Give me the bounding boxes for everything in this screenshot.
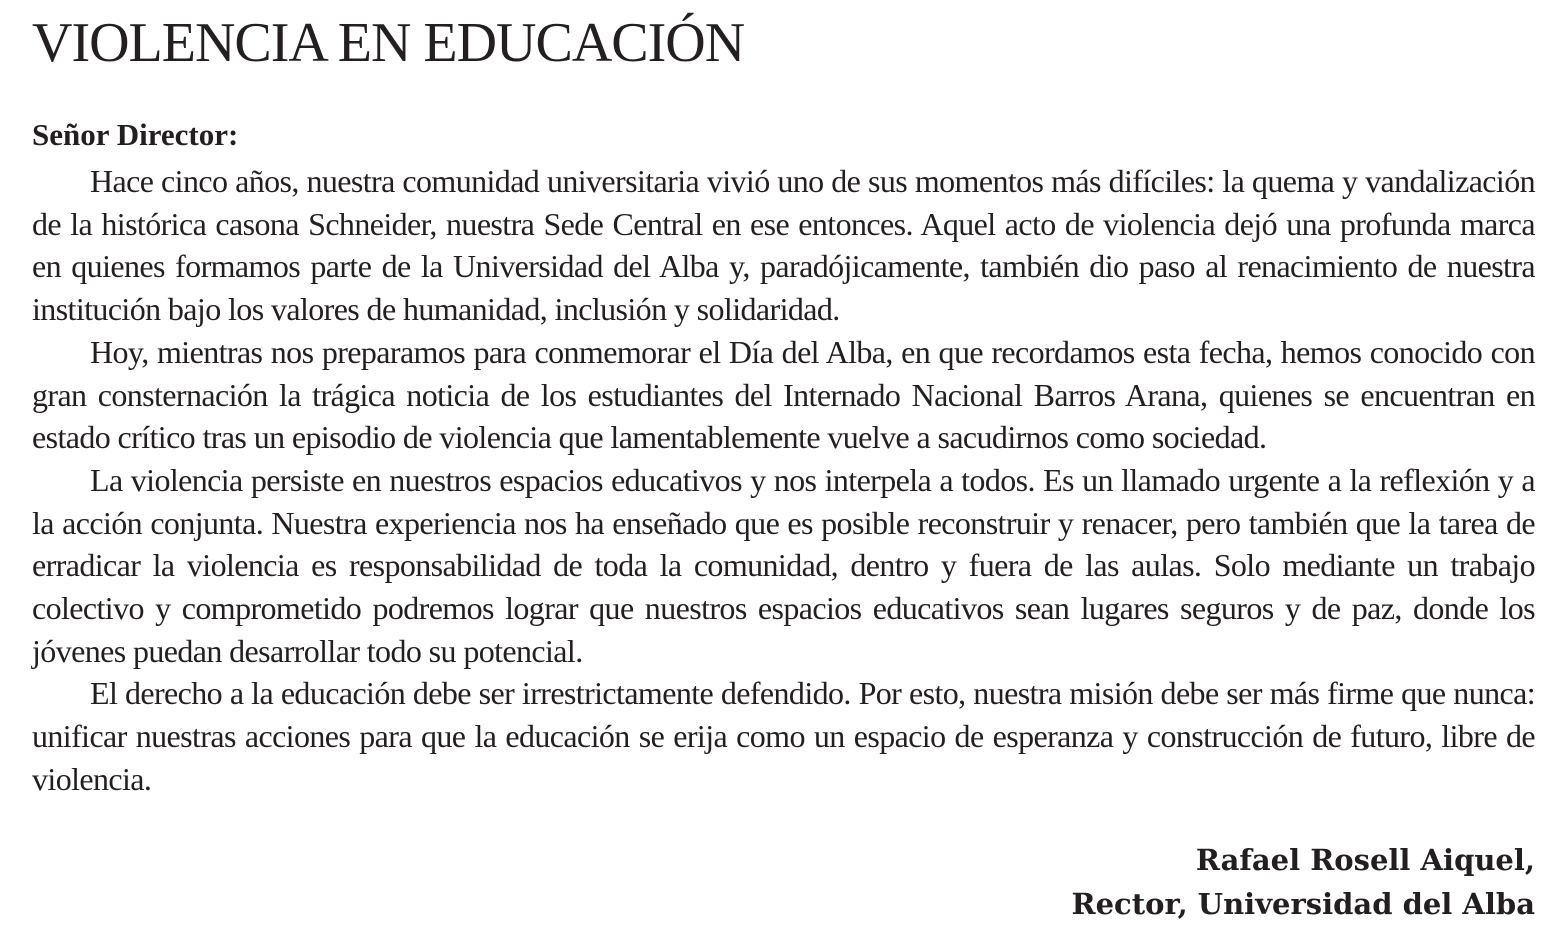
paragraph-1: Hace cinco años, nuestra comunidad universitaria vivió uno de sus momentos más difíciles: la quema y vandalización de la histórica casona Schneider, nuestra Sede Central en ese entonces. Aquel acto de violencia dejó una profunda marca en quienes formamos parte de la Universidad del Alba y, paradójicamente, también dio paso al renacimiento de nuestra institución bajo los valores de humanidad, inclusión y solidaridad.: [32, 163, 1535, 328]
paragraph-3: La violencia persiste en nuestros espacios educativos y nos interpela a todos. Es un llamado urgente a la reflexión y a la acción conjunta. Nuestra experiencia nos ha enseñado que es posible reconstruir y renacer, pero también que la tarea de erradicar la violencia es responsabilidad de toda la comunidad, dentro y fuera de las aulas. Solo mediante un trabajo colectivo y comprometido podremos lograr que nuestros espacios educativos sean lugares seguros y de paz, donde los jóvenes puedan desarrollar todo su potencial.: [32, 461, 1535, 669]
paragraph-4: El derecho a la educación debe ser irrestrictamente defendido. Por esto, nuestra misión debe ser más firme que nunca: unificar nuestras acciones para que la educación se erija como un espacio de esperanza y construcción de futuro, libre de violencia.: [32, 675, 1535, 797]
letter-title: VIOLENCIA EN EDUCACIÓN: [32, 12, 745, 74]
paragraph-2: Hoy, mientras nos preparamos para conmemorar el Día del Alba, en que recordamos esta fecha, hemos conocido con gran consternación la trágica noticia de los estudiantes del Internado Nacional Barros Arana, quienes se encuentran en estado crítico tras un episodio de violencia que lamentablemente vuelve a sacudirnos como sociedad.: [32, 333, 1535, 456]
letter-body: [32, 160, 1535, 801]
salutation: Señor Director:: [32, 117, 239, 152]
signature-block: [1072, 838, 1536, 926]
signature-name: Rafael Rosell Aiquel,: [1195, 843, 1535, 877]
signature-role: Rector, Universidad del Alba: [1071, 887, 1535, 921]
